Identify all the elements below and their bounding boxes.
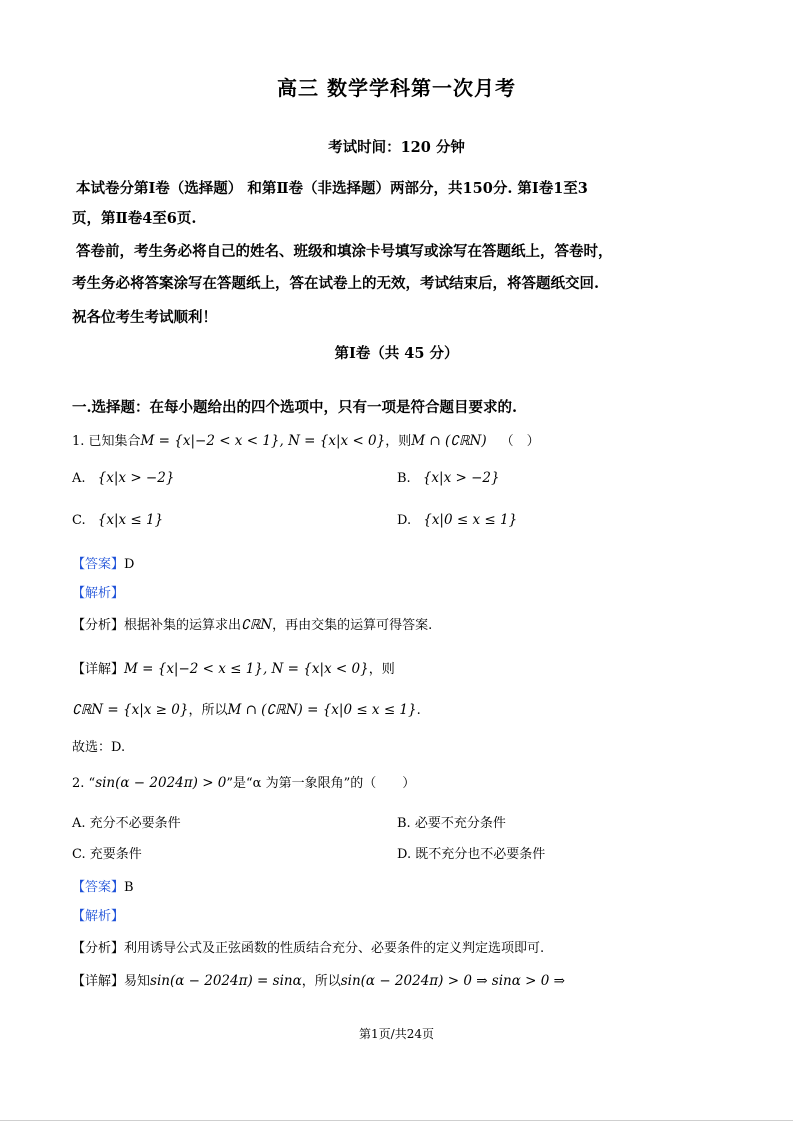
q2-stem [72,772,415,791]
q2-stem-a: 2. “ [72,776,96,791]
q2-fenxi-tag: 【分析】 [72,941,125,956]
intro-line-2: 页，第Ⅱ卷4至6页. [72,210,197,227]
q1-answer [72,553,134,572]
q1-option-d [397,512,517,528]
q1-answer-tag: 【答案】 [72,557,125,572]
q2-answer-tag: 【答案】 [72,880,125,895]
q1-fenxi-b: ，再由交集的运算可得答案. [272,618,433,633]
q2-detail-a: 易知 [124,974,151,989]
q2-answer-value: B [124,880,134,895]
q2-fenxi-text: 利用诱导公式及正弦函数的性质结合充分、必要条件的定义判定选项即可. [124,941,545,956]
page-footer: 第1页/共24页 [359,1027,434,1041]
q1-fenxi-a: 根据补集的运算求出 [124,618,242,633]
q2-option-d: D. 既不充分也不必要条件 [397,847,546,862]
intro-line-3: 答卷前，考生务必将自己的姓名、班级和填涂卡号填写或涂写在答题纸上，答卷时， [76,243,613,260]
q2-option-a: A. 充分不必要条件 [72,816,181,831]
intro-line-5: 祝各位考生考试顺利！ [72,309,217,326]
q1-fenxi [72,614,432,633]
q1-stem-math2: M ∩ (∁ℝN) [411,433,487,449]
q1-detail-line-1 [72,658,395,677]
q1-conclusion: 故选：D. [72,740,126,755]
section-title: 第Ⅰ卷（共 45 分） [334,345,459,362]
q1-option-c [72,512,163,528]
q1-option-b-math: {x|x > −2} [422,470,500,486]
q1-detail-line-2 [72,699,421,718]
q1-detail-tag: 【详解】 [72,662,125,677]
q1-analysis-tag: 【解析】 [72,586,125,601]
q1-fenxi-tag: 【分析】 [72,618,125,633]
q1-option-b-label: B. [397,471,411,486]
q1-option-d-label: D. [397,513,412,528]
q1-option-a-math: {x|x > −2} [97,470,175,486]
q1-detail-c: . [416,703,421,718]
q1-detail-math2: ∁ℝN = {x|x ≥ 0} [72,702,189,718]
q1-stem-math: M = {x|−2 < x < 1}, N = {x|x < 0} [140,433,386,449]
q1-option-b [397,470,500,486]
q1-answer-value: D [124,557,135,572]
q1-option-a-label: A. [72,471,86,486]
page-title: 高三 数学学科第一次月考 [277,76,516,100]
q2-stem-math: sin(α − 2024π) > 0 [95,775,227,791]
q1-option-c-label: C. [72,513,86,528]
q1-stem [72,430,540,449]
q1-option-c-math: {x|x ≤ 1} [97,512,164,528]
q2-option-c: C. 充要条件 [72,847,142,862]
bottom-rule [0,1120,793,1121]
q2-answer [72,876,134,895]
q1-detail-a: ，则 [368,662,395,677]
q1-stem-paren: （ ） [500,434,540,449]
q1-stem-mid: ，则 [385,434,412,449]
q1-option-a [72,470,174,486]
q1-fenxi-math: ∁ℝN [241,617,273,633]
intro-line-1: 本试卷分第Ⅰ卷（选择题） 和第Ⅱ卷（非选择题）两部分，共150分. 第Ⅰ卷1至3 [76,180,588,197]
q2-detail [72,970,565,989]
q1-detail-b: ，所以 [188,703,228,718]
q2-stem-b: ”是“α 为第一象限角”的（ ） [226,776,416,791]
q2-detail-b: ，所以 [301,974,341,989]
q2-option-b: B. 必要不充分条件 [397,816,506,831]
q2-detail-tag: 【详解】 [72,974,125,989]
q1-detail-math1: M = {x|−2 < x ≤ 1}, N = {x|x < 0} [124,661,369,677]
section-heading: 一.选择题：在每小题给出的四个选项中，只有一项是符合题目要求的. [72,399,518,416]
exam-time: 考试时间：120 分钟 [328,139,465,156]
q2-analysis-tag: 【解析】 [72,909,125,924]
q2-fenxi [72,937,544,956]
intro-line-4: 考生务必将答案涂写在答题纸上，答在试卷上的无效，考试结束后，将答题纸交回. [72,275,600,292]
q1-stem-prefix: 1. 已知集合 [72,434,141,449]
q2-detail-math2: sin(α − 2024π) > 0 ⇒ sinα > 0 ⇒ [340,973,565,989]
q1-detail-math3: M ∩ (∁ℝN) = {x|0 ≤ x ≤ 1} [227,702,417,718]
q1-option-d-math: {x|0 ≤ x ≤ 1} [423,512,518,528]
q2-detail-math1: sin(α − 2024π) = sinα [150,973,302,989]
